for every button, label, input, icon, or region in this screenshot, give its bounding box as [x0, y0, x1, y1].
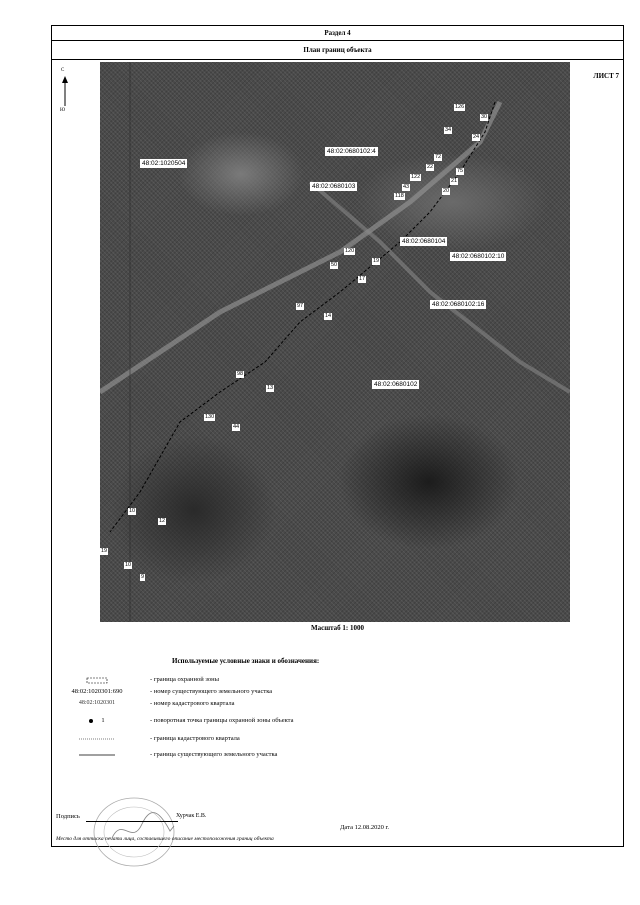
legend-item-text: - граница кадастрового квартала: [150, 735, 240, 742]
map-lines: [100, 62, 570, 622]
section-header: Раздел 4: [52, 26, 623, 41]
turning-point-label: 43: [403, 184, 410, 190]
turning-point-label: 97: [297, 303, 304, 309]
legend-item: [52, 735, 623, 747]
turning-point-label: 98: [237, 371, 244, 377]
turning-point-label: 17: [359, 276, 366, 282]
legend-item: [52, 700, 623, 712]
turning-point-dot-icon: [89, 719, 93, 723]
turning-point-label: 12: [159, 518, 166, 524]
turning-point-label: 10: [129, 508, 136, 514]
quarter-number-symbol: 48:02:1020301: [78, 700, 116, 706]
turning-point-label: 10: [125, 562, 132, 568]
legend-item: [52, 688, 623, 700]
parcel-boundary-symbol: [52, 751, 142, 761]
turning-point-label: 21: [451, 178, 458, 184]
turning-point-label: 9: [141, 574, 145, 580]
cadastral-label: 48:02:0680102:4: [327, 148, 376, 155]
cadastral-label: 48:02:0680104: [402, 238, 446, 245]
quarter-boundary-symbol: [52, 735, 142, 745]
road-line: [100, 102, 500, 392]
turning-point-label: 75: [457, 168, 464, 174]
turning-point-label: 19: [101, 548, 108, 554]
compass-south-label: Ю: [60, 108, 66, 113]
cadastral-label: 48:02:0680102:10: [452, 253, 505, 260]
legend-item-text: - граница охранной зоны: [150, 676, 219, 683]
turning-point-label: 20: [443, 188, 450, 194]
road-line: [310, 182, 570, 392]
turning-point-label: 19: [373, 258, 380, 264]
document-date: Дата 12.08.2020 г.: [340, 824, 390, 831]
turning-point-label: 13: [267, 385, 274, 391]
sheet-number: ЛИСТ 7: [593, 72, 619, 80]
protection-zone-symbol: [52, 676, 142, 687]
legend-title: Используемые условные знаки и обозначения:: [172, 657, 320, 665]
compass-north-label: С: [61, 68, 65, 73]
turning-point-label: 24: [473, 134, 480, 140]
map-scale: Масштаб 1: 1000: [311, 624, 364, 632]
turning-point-label: 34: [445, 127, 452, 133]
turning-point-label: 130: [205, 414, 215, 420]
turning-point-label: 118: [395, 193, 404, 199]
turning-point-symbol: 1: [52, 717, 142, 724]
map-image: [100, 62, 570, 622]
compass: [58, 68, 72, 118]
document-title: План границ объекта: [52, 41, 623, 60]
legend-item-text: - граница существующего земельного участка: [150, 751, 278, 758]
cadastral-label: 48:02:0680102: [374, 381, 418, 388]
signer-name: Хурчак Е.В.: [176, 813, 207, 819]
legend-item: [52, 717, 623, 729]
signature-label: Подпись: [56, 813, 80, 820]
turning-point-label: 50: [331, 262, 338, 268]
legend-item: [52, 751, 623, 763]
turning-point-label: 72: [435, 154, 442, 160]
turning-point-label: 120: [345, 248, 355, 254]
parcel-number-symbol: 48:02:1020301:690: [71, 688, 123, 695]
signature-line: [86, 821, 178, 822]
turning-point-label: 30: [481, 114, 488, 120]
cadastral-label: 48:02:0680102:16: [432, 301, 485, 308]
turning-point-label: 22: [427, 164, 434, 170]
cadastral-label: 48:02:1020504: [142, 160, 186, 167]
legend-item-text: - номер кадастрового квартала: [150, 700, 235, 707]
legend-item-text: - поворотная точка границы охранной зоны объекта: [150, 717, 294, 724]
cadastral-label: 48:02:0680103: [312, 183, 356, 190]
stamp-and-signature: [82, 786, 202, 876]
turning-point-label: 44: [233, 424, 240, 430]
turning-point-label: 122: [411, 174, 421, 180]
stamp-place-note: Место для оттиска печати лица, составившего описание местоположения границ объекта: [56, 836, 274, 842]
document-frame: [51, 25, 624, 847]
legend-item: [52, 676, 623, 688]
turning-point-label: 126: [455, 104, 465, 110]
turning-point-label: 14: [325, 313, 332, 319]
legend-item-text: - номер существующего земельного участка: [150, 688, 273, 695]
